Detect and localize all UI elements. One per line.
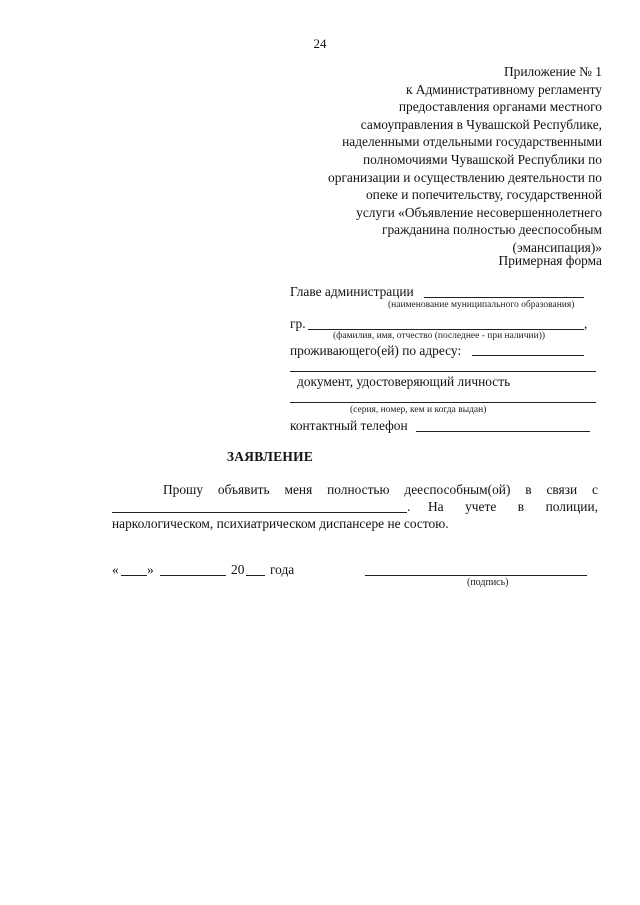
statement-word: полностью xyxy=(327,482,390,497)
municipality-field[interactable] xyxy=(424,297,584,298)
statement-word: в xyxy=(517,499,525,514)
id-document-hint: (серия, номер, кем и когда выдан) xyxy=(350,405,487,415)
appendix-line: полномочиями Чувашской Республики по xyxy=(362,151,602,167)
appendix-line: к Административному регламенту xyxy=(405,81,602,97)
statement-word: дееспособным(ой) xyxy=(404,482,511,497)
address-field[interactable] xyxy=(472,355,584,356)
statement-word: На xyxy=(428,499,444,514)
address-label: проживающего(ей) по адресу: xyxy=(290,343,462,358)
statement-word: объявить xyxy=(217,482,270,497)
year-word: года xyxy=(270,562,295,577)
id-document-field[interactable] xyxy=(290,402,596,403)
date-open-quote: « xyxy=(112,562,119,577)
date-month-field[interactable] xyxy=(160,575,226,576)
phone-label: контактный телефон xyxy=(290,418,408,433)
signature-field[interactable] xyxy=(365,575,587,576)
date-day-field[interactable] xyxy=(121,575,147,576)
appendix-line: предоставления органами местного xyxy=(398,99,602,115)
phone-field[interactable] xyxy=(416,431,590,432)
appendix-line: опеке и попечительству, государственной xyxy=(365,187,602,203)
appendix-line: организации и осуществлению деятельности по xyxy=(328,169,602,185)
statement-word: Прошу xyxy=(163,482,204,497)
citizen-name-hint: (фамилия, имя, отчество (последнее - при наличии)) xyxy=(333,331,546,341)
reason-period: . xyxy=(407,499,411,514)
to-head-label: Главе администрации xyxy=(290,284,414,299)
date-year-field[interactable] xyxy=(246,575,265,576)
statement-word: с xyxy=(592,482,598,497)
appendix-line: Приложение № 1 xyxy=(503,64,602,79)
document-title: ЗАЯВЛЕНИЕ xyxy=(226,449,314,464)
page-number: 24 xyxy=(313,36,327,51)
statement-word: учете xyxy=(465,499,497,514)
statement-line-3: наркологическом, психиатрическом диспансере не состою. xyxy=(112,516,449,531)
appendix-line: наделенными отдельными государственными xyxy=(342,134,602,150)
date-close-quote: » xyxy=(147,562,154,577)
citizen-comma: , xyxy=(584,316,588,331)
statement-word: меня xyxy=(284,482,313,497)
statement-word: в xyxy=(525,482,532,497)
municipality-hint: (наименование муниципального образования) xyxy=(388,300,575,310)
statement-word: связи xyxy=(546,482,578,497)
statement-line-1 xyxy=(163,482,598,498)
appendix-line: самоуправления в Чувашской Республике, xyxy=(360,116,602,132)
citizen-name-field[interactable] xyxy=(308,329,584,330)
appendix-line: услуги «Объявление несовершеннолетнего xyxy=(356,204,602,220)
form-kind-label: Примерная форма xyxy=(498,253,602,268)
id-document-label: документ, удостоверяющий личность xyxy=(297,374,511,389)
appendix-heading xyxy=(282,63,602,257)
statement-line-2 xyxy=(428,499,598,515)
appendix-line: (эмансипация)» xyxy=(512,239,602,255)
reason-field[interactable] xyxy=(112,512,407,513)
signature-hint: (подпись) xyxy=(467,577,509,588)
appendix-line: гражданина полностью дееспособным xyxy=(381,222,602,238)
year-prefix: 20 xyxy=(231,562,245,577)
address-field-2[interactable] xyxy=(290,371,596,372)
citizen-label: гр. xyxy=(290,316,306,331)
statement-word: полиции, xyxy=(545,499,598,514)
